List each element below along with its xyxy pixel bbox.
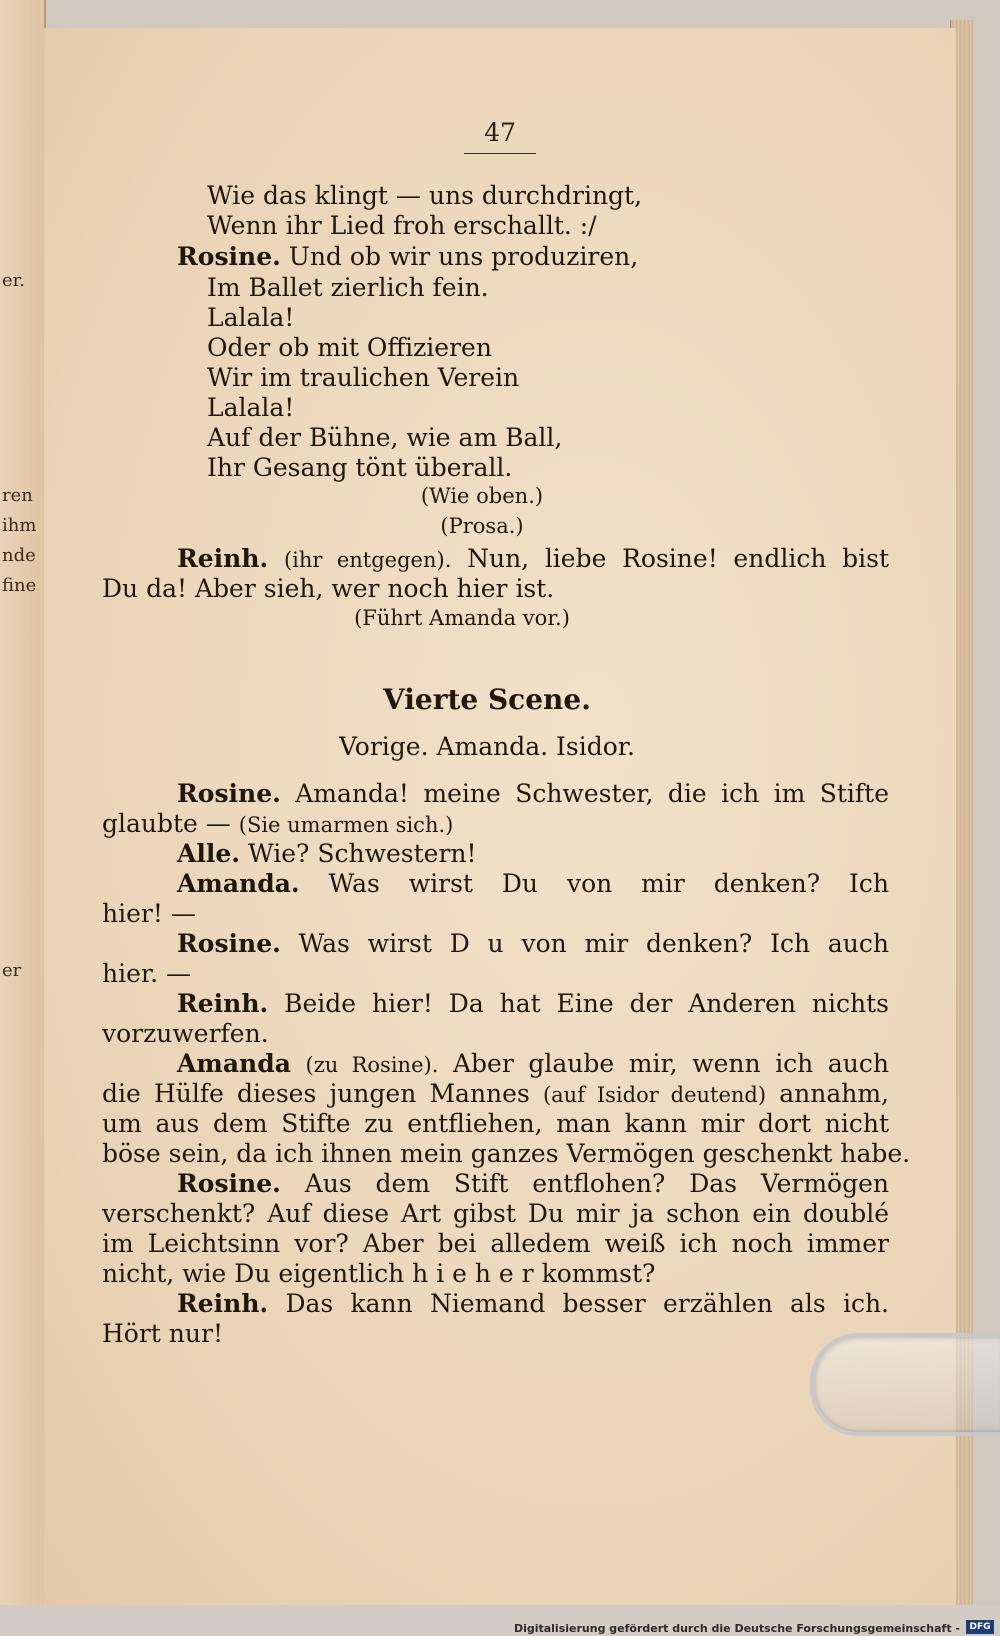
prose-line <box>177 1291 889 1316</box>
prose-line: Hört nur! <box>102 1319 223 1348</box>
prose-line <box>102 1081 889 1106</box>
left-fragment: fine <box>2 575 37 596</box>
verse-line: Wenn ihr Lied froh erschallt. :/ <box>207 211 597 240</box>
stage-direction: (Sie umarmen sich.) <box>238 813 454 837</box>
speaker-name: Reinh. <box>177 989 269 1018</box>
prose-line: Du da! Aber sieh, wer noch hier ist. <box>102 574 555 603</box>
left-fragment: er <box>2 960 22 981</box>
speaker-name: Rosine. <box>177 242 281 271</box>
line-text: Nun, liebe Rosine! endlich bist <box>467 544 889 573</box>
stage-direction: (Führt Amanda vor.) <box>354 606 570 630</box>
prose-line: verschenkt? Auf diese Art gibst Du mir ja schon ein doublé <box>102 1199 889 1228</box>
verse-line: Auf der Bühne, wie am Ball, <box>207 423 563 452</box>
stage-direction: (Prosa.) <box>440 514 524 538</box>
verse-line: Oder ob mit Offizieren <box>207 333 492 362</box>
dfg-logo: DFG <box>966 1620 994 1634</box>
left-fragment: er. <box>2 270 26 291</box>
prose-line: hier. — <box>102 959 191 988</box>
page-number: 47 <box>464 118 536 154</box>
line-text: Wie? Schwestern! <box>247 839 477 868</box>
prose-line <box>177 781 889 806</box>
speaker-name: Amanda <box>177 1049 291 1078</box>
verse-line: Wir im traulichen Verein <box>207 363 520 392</box>
prose-line: nicht, wie Du eigentlich h i e h e r kommst? <box>102 1259 656 1288</box>
scene-cast: Vorige. Amanda. Isidor. <box>339 732 635 761</box>
speaker-name: Amanda. <box>177 869 300 898</box>
stage-direction: (zu Rosine). <box>305 1053 439 1077</box>
footer-credit: Digitalisierung gefördert durch die Deutsche Forschungsgemeinschaft - <box>513 1622 960 1635</box>
prose-line <box>177 871 889 896</box>
speaker-name: Rosine. <box>177 779 281 808</box>
scene-title: Vierte Scene. <box>383 683 591 716</box>
prose-line: um aus dem Stifte zu entfliehen, man kann mir dort nicht <box>102 1109 889 1138</box>
prose-line <box>177 991 889 1016</box>
line-text: annahm, <box>779 1079 889 1108</box>
left-fragment: ihm <box>2 515 37 536</box>
line-text: Beide hier! Da hat Eine der Anderen nichts <box>284 989 889 1018</box>
verse-line: Ihr Gesang tönt überall. <box>207 453 513 482</box>
speaker-name: Rosine. <box>177 929 281 958</box>
line-text: Und ob wir uns produziren, <box>288 242 639 271</box>
line-text: glaubte — <box>102 809 231 838</box>
line-text: die Hülfe dieses jungen Mannes <box>102 1079 530 1108</box>
prose-line <box>177 931 889 956</box>
verse-line: Lalala! <box>207 393 295 422</box>
prose-line: hier! — <box>102 899 196 928</box>
page-header <box>44 118 956 154</box>
left-fragment: ren <box>2 485 33 506</box>
left-page-edge <box>0 0 46 1605</box>
line-text: Aber glaube mir, wenn ich auch <box>452 1049 889 1078</box>
line-text: Was wirst D u von mir denken? Ich auch <box>298 929 890 958</box>
stage-direction: (auf Isidor deutend) <box>542 1083 767 1107</box>
prose-line <box>177 1051 889 1076</box>
prose-line: im Leichtsinn vor? Aber bei alledem weiß ich noch immer <box>102 1229 889 1258</box>
page-clip <box>810 1333 1000 1436</box>
verse-line: Wie das klingt — uns durchdringt, <box>207 181 643 210</box>
prose-line <box>177 546 889 571</box>
prose-line: böse sein, da ich ihnen mein ganzes Vermögen geschenkt habe. <box>102 1139 911 1168</box>
line-text: Amanda! meine Schwester, die ich im Stifte <box>295 779 889 808</box>
left-fragment: nde <box>2 545 36 566</box>
verse-line: Lalala! <box>207 303 295 332</box>
stage-direction: (ihr entgegen). <box>283 548 452 572</box>
speaker-name: Rosine. <box>177 1169 281 1198</box>
line-text: Das kann Niemand besser erzählen als ich. <box>285 1289 890 1318</box>
prose-line <box>177 1171 889 1196</box>
speaker-name: Reinh. <box>177 1289 269 1318</box>
speaker-name: Alle. <box>177 839 241 868</box>
line-text: Aus dem Stift entflohen? Das Vermögen <box>304 1169 889 1198</box>
prose-line <box>102 811 453 836</box>
speaker-name: Reinh. <box>177 544 269 573</box>
line-text: Was wirst Du von mir denken? Ich <box>328 869 889 898</box>
verse-line <box>177 244 638 269</box>
stage-direction: (Wie oben.) <box>420 484 544 508</box>
verse-line: Im Ballet zierlich fein. <box>207 273 489 302</box>
prose-line: vorzuwerfen. <box>102 1019 269 1048</box>
prose-line <box>177 841 477 866</box>
